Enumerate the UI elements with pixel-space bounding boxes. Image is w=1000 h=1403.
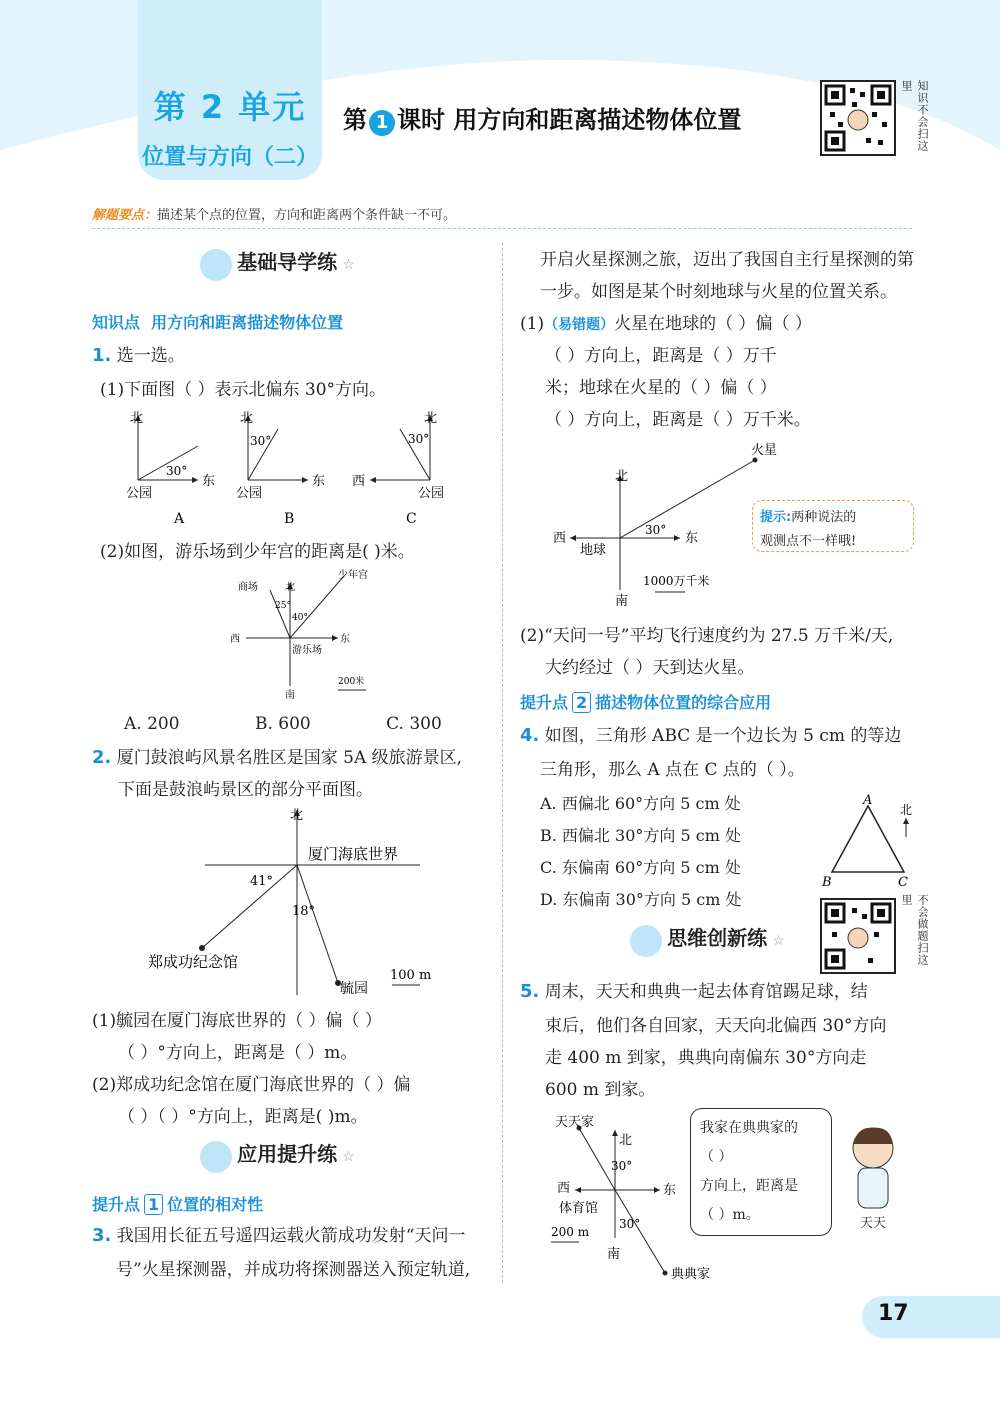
svg-text:1000万千米: 1000万千米 <box>643 574 710 588</box>
q1-figure-park <box>226 568 376 703</box>
q5-line1: 5. 周末，天天和典典一起去体育馆踢足球，结 <box>520 981 868 1002</box>
q4-line1: 4. 如图，三角形 ABC 是一个边长为 5 cm 的等边 <box>520 725 902 746</box>
svg-text:25°: 25° <box>275 601 291 611</box>
svg-text:南: 南 <box>615 594 629 609</box>
option-a: A. 200 <box>124 714 180 734</box>
svg-text:30°: 30° <box>619 1217 641 1231</box>
svg-text:北: 北 <box>240 411 254 426</box>
svg-text:40°: 40° <box>292 613 308 623</box>
svg-text:游乐场: 游乐场 <box>292 645 322 656</box>
svg-text:30°: 30° <box>611 1159 633 1173</box>
svg-text:典典家: 典典家 <box>671 1267 711 1282</box>
q2-sub2-line2: （ ）（ ）°方向上，距离是( )m。 <box>118 1107 368 1127</box>
svg-text:100 m: 100 m <box>390 968 432 983</box>
svg-text:北: 北 <box>619 1133 633 1148</box>
q5-line3: 走 400 m 到家，典典向南偏东 30°方向走 <box>545 1048 867 1068</box>
q2-line1: 2. 厦门鼓浪屿风景名胜区是国家 5A 级旅游景区, <box>92 747 463 768</box>
q2-sub1-line2: （ ）°方向上，距离是（ ）m。 <box>118 1043 358 1063</box>
svg-text:C: C <box>406 511 417 527</box>
column-divider <box>502 243 503 1283</box>
qr-code-knowledge[interactable] <box>820 80 896 156</box>
svg-text:B: B <box>284 511 295 527</box>
svg-text:A: A <box>863 793 873 808</box>
q3-sub1-line2: （ ）方向上，距离是（ ）万千 <box>545 346 777 366</box>
qr-caption-knowledge: 知识不会扫这里 <box>900 80 929 152</box>
svg-text:东: 东 <box>202 474 216 489</box>
q1-part1: (1)下面图（ ）表示北偏东 30°方向。 <box>100 380 387 400</box>
q3-line1: 3. 我国用长征五号遥四运载火箭成功发射“天问一 <box>92 1225 466 1246</box>
divider <box>92 228 912 229</box>
svg-text:东: 东 <box>685 531 699 546</box>
svg-text:西: 西 <box>553 531 567 546</box>
lesson-title: 第 1 课时 用方向和距离描述物体位置 <box>343 106 742 134</box>
q3-sub2-line1: (2)“天问一号”平均飞行速度约为 27.5 万千米/天, <box>520 626 894 646</box>
svg-text:北: 北 <box>285 582 295 593</box>
mascot-icon <box>630 925 662 957</box>
q1-figure-options <box>108 405 488 530</box>
svg-text:天天家: 天天家 <box>555 1115 595 1130</box>
q2-figure-map <box>140 805 500 1005</box>
svg-text:地球: 地球 <box>580 543 607 558</box>
svg-text:东: 东 <box>312 474 326 489</box>
q2-sub2-line1: (2)郑成功纪念馆在厦门海底世界的（ ）偏 <box>92 1075 411 1095</box>
svg-text:东: 东 <box>663 1183 677 1198</box>
svg-text:北: 北 <box>615 469 629 484</box>
lift-point-1: 提升点 1 位置的相对性 <box>92 1195 264 1214</box>
q1-options <box>124 708 484 740</box>
q1-stem: 1. 选一选。 <box>92 345 185 366</box>
q4-triangle-figure <box>818 792 918 892</box>
page-number: 17 <box>878 1301 909 1326</box>
svg-text:少年宫: 少年宫 <box>338 570 368 581</box>
q3-sub2-line2: 大约经过（ ）天到达火星。 <box>545 658 755 678</box>
qr-pattern-icon <box>822 82 894 154</box>
svg-text:南: 南 <box>285 690 295 701</box>
hint-text: 提示:两种说法的 观测点不一样哦! <box>760 510 857 549</box>
svg-text:公园: 公园 <box>418 486 445 501</box>
q2-sub1-line1: (1)毓园在厦门海底世界的（ ）偏（ ） <box>92 1011 382 1031</box>
q1-part2: (2)如图，游乐场到少年宫的距离是( )米。 <box>100 542 415 562</box>
svg-text:200 m: 200 m <box>551 1225 590 1239</box>
unit-subtitle: 位置与方向（二） <box>141 145 318 170</box>
q4-options <box>540 788 741 916</box>
svg-text:北: 北 <box>130 411 144 426</box>
tiantian-label: 天天 <box>860 1216 887 1231</box>
q3-sub1-line4: （ ）方向上，距离是（ ）万千米。 <box>545 410 811 430</box>
qr-pattern-icon <box>822 900 894 972</box>
tiantian-avatar <box>838 1120 908 1220</box>
section-basic: 基础导学练 ☆ <box>200 246 355 281</box>
svg-text:西: 西 <box>352 474 366 489</box>
unit-title: 第 2 单元 <box>153 88 307 126</box>
mascot-icon <box>200 249 232 281</box>
svg-text:18°: 18° <box>292 904 316 919</box>
svg-text:A: A <box>174 511 185 527</box>
q3-line4: 一步。如图是某个时刻地球与火星的位置关系。 <box>540 282 897 302</box>
svg-text:南: 南 <box>607 1247 621 1262</box>
mascot-icon <box>200 1141 232 1173</box>
q3-sub1-line1: (1)（易错题）火星在地球的（ ）偏（ ） <box>520 314 812 334</box>
svg-text:火星: 火星 <box>751 443 778 458</box>
svg-text:北: 北 <box>900 803 913 817</box>
svg-text:郑成功纪念馆: 郑成功纪念馆 <box>148 953 239 971</box>
lesson-number-badge: 1 <box>369 110 395 136</box>
svg-text:厦门海底世界: 厦门海底世界 <box>308 845 399 863</box>
option-b: B. 600 <box>254 714 311 734</box>
svg-text:商场: 商场 <box>238 582 258 593</box>
option-c: C. 300 <box>386 714 442 734</box>
speech-bubble-text: 我家在典典家的 （ ） 方向上，距离是 （ ）m。 <box>700 1120 798 1223</box>
svg-text:公园: 公园 <box>126 486 153 501</box>
option-a: A. 西偏北 60°方向 5 cm 处 <box>540 794 741 813</box>
option-b: B. 西偏北 30°方向 5 cm 处 <box>540 826 741 845</box>
q3-line3: 开启火星探测之旅，迈出了我国自主行星探测的第 <box>540 250 914 270</box>
qr-caption-help: 不会做题扫这里 <box>900 894 929 966</box>
option-d: D. 东偏南 30°方向 5 cm 处 <box>540 890 742 909</box>
svg-text:30°: 30° <box>645 523 667 537</box>
svg-text:C: C <box>898 875 908 890</box>
knowledge-point-1: 知识点 用方向和距离描述物体位置 <box>92 313 344 332</box>
svg-text:西: 西 <box>557 1181 571 1196</box>
section-think: 思维创新练 ☆ <box>630 922 785 957</box>
svg-text:毓园: 毓园 <box>340 981 368 997</box>
svg-text:东: 东 <box>340 634 350 645</box>
svg-text:200米: 200米 <box>338 677 365 687</box>
svg-text:公园: 公园 <box>236 486 263 501</box>
section-apply: 应用提升练 ☆ <box>200 1138 355 1173</box>
svg-text:北: 北 <box>290 808 304 823</box>
option-c: C. 东偏南 60°方向 5 cm 处 <box>540 858 741 877</box>
q3-line2: 号”火星探测器，并成功将探测器送入预定轨道, <box>116 1260 471 1280</box>
svg-text:北: 北 <box>424 411 438 426</box>
svg-text:西: 西 <box>230 634 240 645</box>
svg-text:30°: 30° <box>408 432 430 446</box>
q3-sub1-line3: 米；地球在火星的（ ）偏（ ） <box>545 378 777 398</box>
star-icon: ☆ <box>342 257 355 273</box>
q4-line2: 三角形，那么 A 点在 C 点的（ ）。 <box>540 760 805 780</box>
star-icon: ☆ <box>342 1149 355 1165</box>
q5-line4: 600 m 到家。 <box>545 1080 656 1100</box>
qr-code-help[interactable] <box>820 898 896 974</box>
lift-point-2: 提升点 2 描述物体位置的综合应用 <box>520 693 772 712</box>
star-icon: ☆ <box>772 933 785 949</box>
kp-label: 知识点 <box>92 313 141 332</box>
svg-text:B: B <box>822 875 832 890</box>
q3-figure-earth-mars <box>545 440 785 610</box>
svg-text:体育馆: 体育馆 <box>559 1201 599 1216</box>
svg-text:30°: 30° <box>250 434 272 448</box>
q5-line2: 束后，他们各自回家，天天向北偏西 30°方向 <box>545 1016 887 1036</box>
solving-tip: 解题要点：描述某个点的位置，方向和距离两个条件缺一不可。 <box>92 208 457 223</box>
svg-text:41°: 41° <box>250 874 274 889</box>
svg-text:30°: 30° <box>166 464 188 478</box>
q2-line2: 下面是鼓浪屿景区的部分平面图。 <box>118 780 373 800</box>
